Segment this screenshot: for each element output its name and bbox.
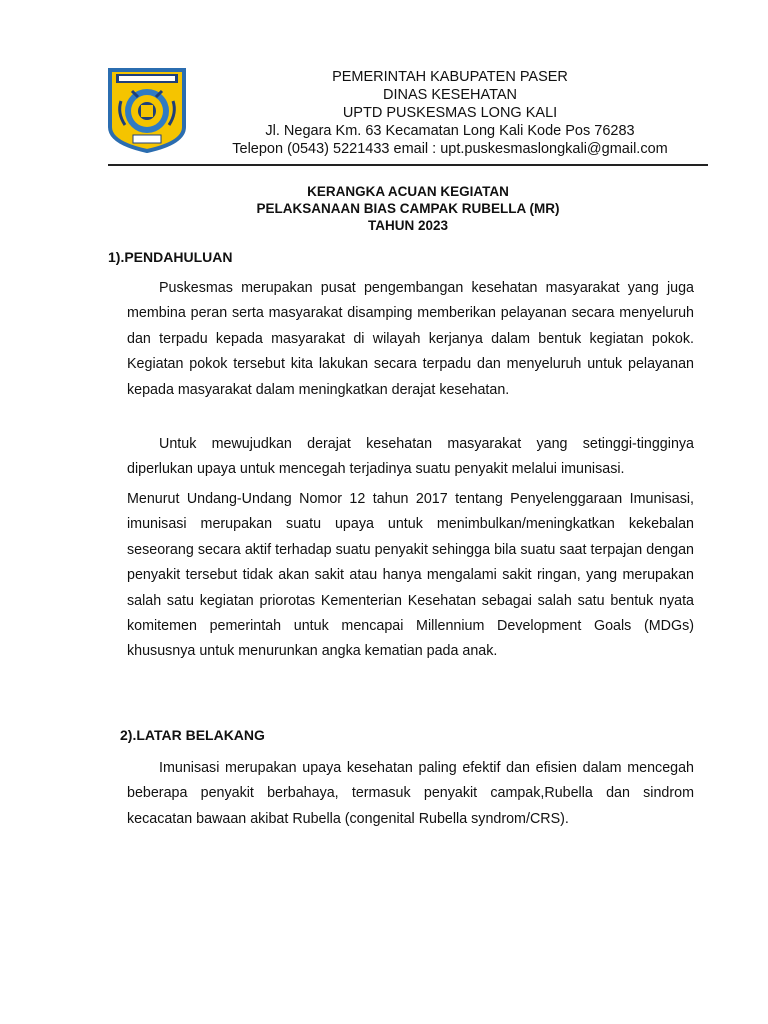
letterhead-institution: UPTD PUSKESMAS LONG KALI xyxy=(342,105,558,121)
title-line-1: KERANGKA ACUAN KEGIATAN xyxy=(307,184,509,199)
document-title xyxy=(108,183,708,234)
paragraph-pendahuluan-3: Menurut Undang-Undang Nomor 12 tahun 2017 tentang Penyelenggaraan Imunisasi, imunisasi merupakan suatu upaya untuk menimbulkan/meningkatkan kekebalan seseorang secara aktif terhadap suatu penyakit sehingga bila suatu saat terpajan dengan penyakit tersebut tidak akan sakit atau hanya mengalami sakit ringan, yang merupakan salah satu kegiatan priorotas Kementerian Kesehatan sebagai salah satu bentuk nyata komitemen pemerintah untuk mencapai Millennium Development Goals (MDGs) khususnya untuk menurunkan angka kematian pada anak. xyxy=(127,491,694,660)
title-line-3: TAHUN 2023 xyxy=(367,218,449,233)
paragraph-pendahuluan-2: Untuk mewujudkan derajat kesehatan masyarakat yang setinggi-tingginya diperlukan upaya untuk mencegah terjadinya suatu penyakit melalui imunisasi. xyxy=(127,436,694,478)
paragraph-latar-belakang-1: Imunisasi merupakan upaya kesehatan paling efektif dan efisien dalam mencegah beberapa penyakit berbahaya, termasuk penyakit campak,Rubella dan sindrom kecacatan bawaan akibat Rubella (congenital Rubella syndrom/CRS). xyxy=(127,760,694,827)
section-heading-pendahuluan: 1).PENDAHULUAN xyxy=(108,249,233,265)
paragraph-pendahuluan-1: Puskesmas merupakan pusat pengembangan kesehatan masyarakat yang juga membina peran serta masyarakat disamping memberikan pelayanan secara menyeluruh dan terpadu kepada masyarakat di wilayah kerjanya dalam bentuk kegiatan pokok. Kegiatan pokok tersebut kita lakukan secara terpadu dan menyeluruh untuk pelayanan kepada masyarakat dalam meningkatkan derajat kesehatan. xyxy=(127,280,694,398)
kabupaten-paser-emblem-icon xyxy=(107,67,187,153)
letterhead-department: DINAS KESEHATAN xyxy=(382,87,518,103)
letterhead-contact: Telepon (0543) 5221433 email : upt.puskesmaslongkali@gmail.com xyxy=(232,141,668,157)
title-line-2: PELAKSANAAN BIAS CAMPAK RUBELLA (MR) xyxy=(256,201,560,216)
letterhead-divider xyxy=(108,164,708,166)
letterhead-address: Jl. Negara Km. 63 Kecamatan Long Kali Kode Pos 76283 xyxy=(265,123,635,139)
letterhead xyxy=(190,68,710,158)
section-heading-latar-belakang: 2).LATAR BELAKANG xyxy=(120,727,265,743)
letterhead-government: PEMERINTAH KABUPATEN PASER xyxy=(332,69,568,85)
